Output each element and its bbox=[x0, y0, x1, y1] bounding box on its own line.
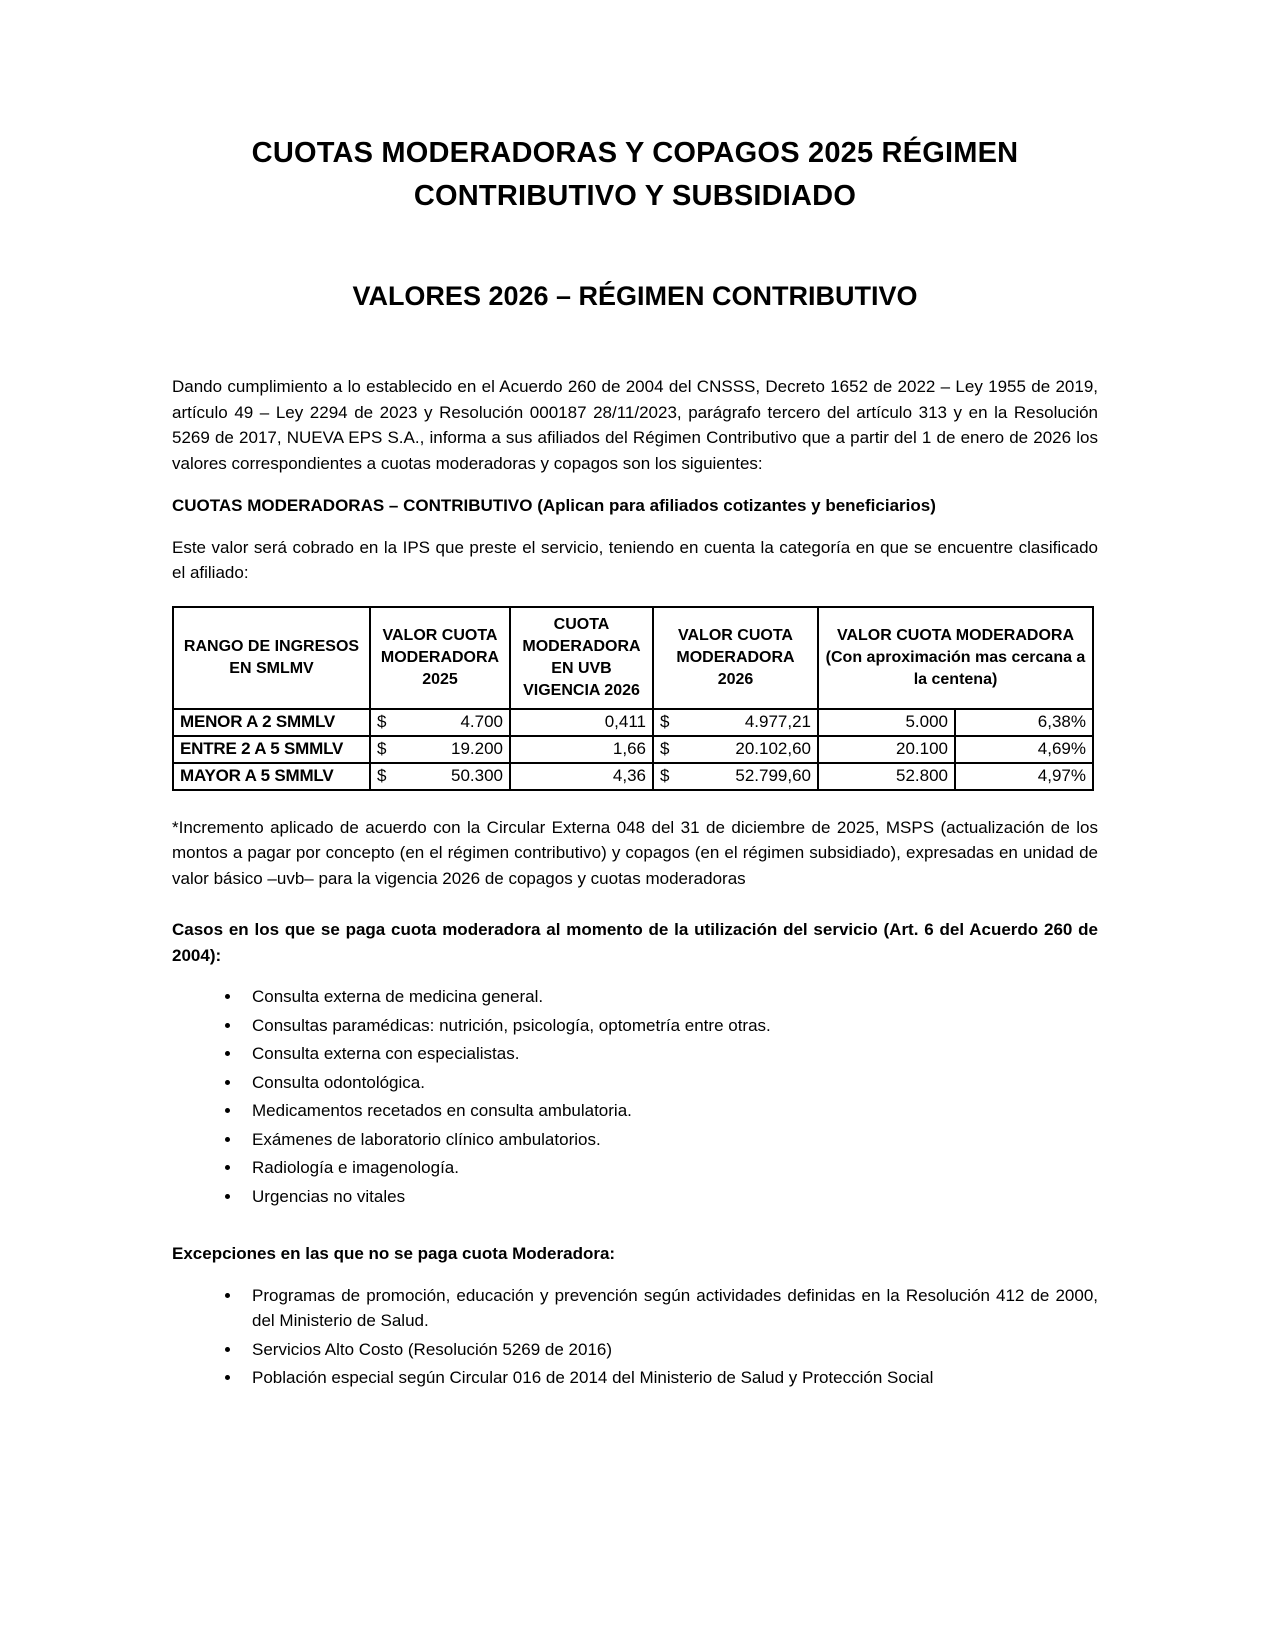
rango-cell: ENTRE 2 A 5 SMMLV bbox=[173, 736, 370, 763]
table-row bbox=[173, 763, 1093, 790]
document-subtitle: VALORES 2026 – RÉGIMEN CONTRIBUTIVO bbox=[352, 281, 918, 311]
excepciones-list bbox=[172, 1283, 1098, 1391]
document-title-line2: CONTRIBUTIVO Y SUBSIDIADO bbox=[413, 180, 857, 212]
list-item: • Exámenes de laboratorio clínico ambulatorios. bbox=[242, 1127, 1098, 1153]
table-row bbox=[173, 736, 1093, 763]
currency-symbol: $ bbox=[377, 739, 387, 758]
valor-2025-amount: 4.700 bbox=[460, 712, 503, 731]
table-header-row bbox=[173, 607, 1093, 709]
currency-symbol: $ bbox=[660, 739, 670, 758]
uvb-cell: 1,66 bbox=[510, 736, 653, 763]
valor-2025-amount: 19.200 bbox=[451, 739, 503, 758]
list-item: • Población especial según Circular 016 de 2014 del Ministerio de Salud y Protección Social bbox=[242, 1365, 1098, 1391]
currency-symbol: $ bbox=[377, 766, 387, 785]
rango-cell: MENOR A 2 SMMLV bbox=[173, 709, 370, 736]
rango-cell: MAYOR A 5 SMMLV bbox=[173, 763, 370, 790]
currency-symbol: $ bbox=[660, 766, 670, 785]
valor-2026-amount: 52.799,60 bbox=[735, 766, 811, 785]
incremento-pct-cell: 4,97% bbox=[955, 763, 1093, 790]
uvb-cell: 4,36 bbox=[510, 763, 653, 790]
uvb-cell: 0,411 bbox=[510, 709, 653, 736]
list-item: • Medicamentos recetados en consulta ambulatoria. bbox=[242, 1098, 1098, 1124]
currency-symbol: $ bbox=[660, 712, 670, 731]
cuotas-moderadoras-table bbox=[172, 606, 1094, 791]
cuotas-section-description: Este valor será cobrado en la IPS que preste el servicio, teniendo en cuenta la categoría en que se encuentre clasificado el afiliado: bbox=[172, 537, 1098, 582]
valor-2026-amount: 4.977,21 bbox=[744, 712, 811, 731]
document-title-line1: CUOTAS MODERADORAS Y COPAGOS 2025 RÉGIMEN bbox=[251, 137, 1019, 169]
valor-2026-cell bbox=[653, 709, 818, 736]
valor-2026-cell bbox=[653, 736, 818, 763]
header-valor-2026: VALOR CUOTA MODERADORA 2026 bbox=[653, 607, 818, 709]
valor-2025-cell bbox=[370, 736, 510, 763]
table-row bbox=[173, 709, 1093, 736]
document-title bbox=[172, 132, 1098, 218]
valor-aproximado-cell: 5.000 bbox=[818, 709, 955, 736]
list-item: • Urgencias no vitales bbox=[242, 1184, 1098, 1210]
currency-symbol: $ bbox=[377, 712, 387, 731]
list-item: • Consulta externa con especialistas. bbox=[242, 1041, 1098, 1067]
list-item: • Servicios Alto Costo (Resolución 5269 de 2016) bbox=[242, 1337, 1098, 1363]
list-item: • Radiología e imagenología. bbox=[242, 1155, 1098, 1181]
incremento-pct-cell: 4,69% bbox=[955, 736, 1093, 763]
incremento-pct-cell: 6,38% bbox=[955, 709, 1093, 736]
casos-list bbox=[172, 984, 1098, 1209]
excepciones-heading: Excepciones en las que no se paga cuota Moderadora: bbox=[172, 1244, 616, 1263]
header-rango-ingresos: RANGO DE INGRESOS EN SMLMV bbox=[173, 607, 370, 709]
valor-2026-cell bbox=[653, 763, 818, 790]
valor-aproximado-cell: 20.100 bbox=[818, 736, 955, 763]
valor-2026-amount: 20.102,60 bbox=[735, 739, 811, 758]
header-valor-aproximado: VALOR CUOTA MODERADORA (Con aproximación mas cercana a la centena) bbox=[818, 607, 1093, 709]
valor-aproximado-cell: 52.800 bbox=[818, 763, 955, 790]
list-item: • Programas de promoción, educación y prevención según actividades definidas en la Resolución 412 de 2000, del Ministerio de Salud. bbox=[242, 1283, 1098, 1334]
casos-heading: Casos en los que se paga cuota moderadora al momento de la utilización del servicio (Art. 6 del Acuerdo 260 de 2004): bbox=[172, 920, 1098, 965]
cuotas-section-heading: CUOTAS MODERADORAS – CONTRIBUTIVO (Aplican para afiliados cotizantes y beneficiarios) bbox=[172, 496, 936, 515]
valor-2025-cell bbox=[370, 763, 510, 790]
list-item: • Consulta odontológica. bbox=[242, 1070, 1098, 1096]
header-valor-2025: VALOR CUOTA MODERADORA 2025 bbox=[370, 607, 510, 709]
intro-paragraph: Dando cumplimiento a lo establecido en el Acuerdo 260 de 2004 del CNSSS, Decreto 1652 de 2022 – Ley 1955 de 2019, artículo 49 – Ley 2294 de 2023 y Resolución 000187 28/11/2023, parágrafo tercero del artículo 313 y en la Resolución 5269 de 2017, NUEVA EPS S.A., informa a sus afiliados del Régimen Contributivo que a partir del 1 de enero de 2026 los valores correspondientes a cuotas moderadoras y copagos son los siguientes: bbox=[172, 377, 1098, 473]
list-item: • Consulta externa de medicina general. bbox=[242, 984, 1098, 1010]
increment-note: *Incremento aplicado de acuerdo con la Circular Externa 048 del 31 de diciembre de 2025, MSPS (actualización de los montos a pagar por concepto (en el régimen contributivo) y copagos (en el régimen subsidiado), expresadas en unidad de valor básico –uvb– para la vigencia 2026 de copagos y cuotas moderadoras bbox=[172, 817, 1098, 888]
list-item: • Consultas paramédicas: nutrición, psicología, optometría entre otras. bbox=[242, 1013, 1098, 1039]
valor-2025-amount: 50.300 bbox=[451, 766, 503, 785]
valor-2025-cell bbox=[370, 709, 510, 736]
header-uvb-2026: CUOTA MODERADORA EN UVB VIGENCIA 2026 bbox=[510, 607, 653, 709]
